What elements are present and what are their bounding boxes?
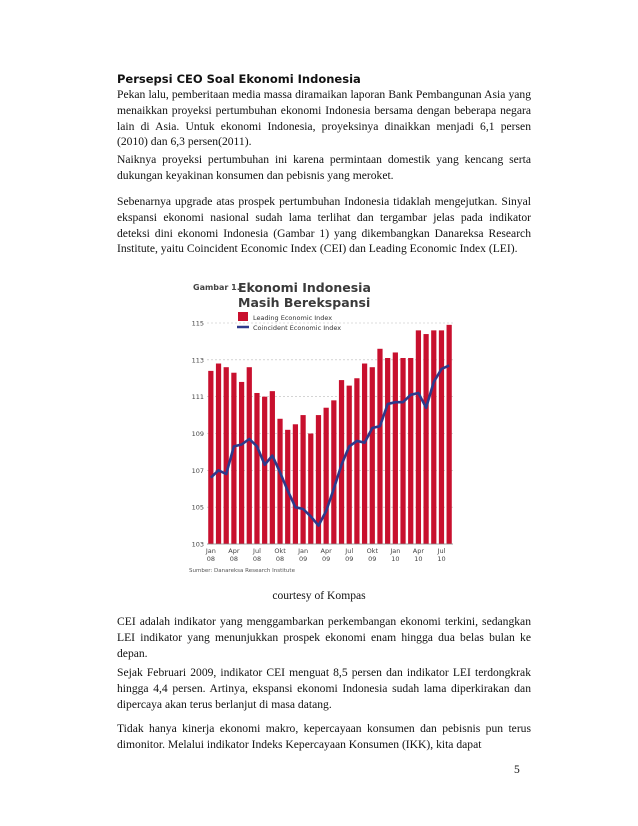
lei-bar (208, 371, 213, 544)
x-tick-label-year: 09 (298, 555, 308, 563)
economic-index-chart (181, 276, 461, 576)
y-tick-label: 115 (191, 319, 204, 328)
y-tick-label: 107 (191, 466, 204, 475)
lei-bar (377, 349, 382, 544)
legend-label-coincident: Coincident Economic Index (253, 324, 342, 332)
lei-bar (439, 330, 444, 544)
x-tick-label-year: 08 (206, 555, 215, 563)
x-tick-label-year: 10 (391, 555, 400, 563)
lei-bar (224, 367, 229, 544)
chart-title-prefix: Gambar 1. (193, 283, 240, 292)
paragraph-2: Naiknya proyeksi pertumbuhan ini karena permintaan domestik yang kencang serta dukungan keyakinan konsumen dan pebisnis yang meroket. (117, 153, 531, 182)
y-tick-label: 105 (191, 503, 204, 512)
lei-bar (216, 364, 221, 544)
paragraph-6: Tidak hanya kinerja ekonomi makro, kepercayaan konsumen dan pebisnis pun terus dimonitor. Melalui indikator Indeks Kepercayaan Konsumen (IKK), kita dapat (117, 722, 531, 751)
lei-bar (400, 358, 405, 544)
lei-bar (423, 334, 428, 544)
lei-bar (385, 358, 390, 544)
x-tick-label-month: Okt (366, 547, 378, 555)
x-tick-label-month: Apr (320, 547, 332, 555)
lei-bar (416, 330, 421, 544)
x-tick-label-year: 09 (345, 555, 354, 563)
x-tick-label-year: 08 (229, 555, 239, 563)
lei-bar (362, 364, 367, 544)
paragraph-5: Sejak Februari 2009, indikator CEI menguat 8,5 persen dan indikator LEI terdongkrak hingga 4,4 persen. Artinya, ekspansi ekonomi Indonesia sudah lama diperkirakan dan dipercaya akan terus berlanjut di masa datang. (117, 666, 531, 711)
y-tick-label: 113 (191, 356, 204, 365)
x-tick-label-year: 09 (322, 555, 331, 563)
paragraph-3: Sebenarnya upgrade atas prospek pertumbuhan Indonesia tidaklah mengejutkan. Sinyal ekspansi ekonomi nasional sudah lama terlihat dan tergambar jelas pada indikator deteksi dini ekonomi Indonesia (Gambar 1) yang dikembangkan Danareksa Research Institute, yaitu Coincident Economic Index (CEI) dan Leading Economic Index (LEI). (117, 195, 531, 256)
chart-title-line2: Masih Berekspansi (238, 295, 371, 310)
lei-bar (254, 393, 259, 544)
cei-line (211, 365, 449, 525)
legend-swatch-leading (238, 312, 248, 321)
lei-bar (370, 367, 375, 544)
x-tick-label-month: Jan (390, 547, 401, 555)
lei-bar (393, 352, 398, 544)
figure-caption: courtesy of Kompas (272, 589, 366, 602)
x-tick-label-year: 08 (252, 555, 262, 563)
x-tick-label-month: Apr (228, 547, 240, 555)
x-tick-label-month: Jan (205, 547, 216, 555)
chart-title-line1: Ekonomi Indonesia (238, 280, 371, 295)
lei-bar (324, 408, 329, 544)
lei-bar (447, 325, 452, 544)
x-tick-label-month: Jul (437, 547, 446, 555)
section-heading: Persepsi CEO Soal Ekonomi Indonesia (117, 72, 361, 86)
lei-bar (247, 367, 252, 544)
lei-bar (293, 424, 298, 544)
lei-bar (331, 400, 336, 544)
x-tick-label-year: 08 (275, 555, 285, 563)
x-tick-label-month: Jul (345, 547, 354, 555)
page-number: 5 (514, 763, 520, 776)
y-tick-label: 103 (191, 540, 204, 549)
x-tick-label-month: Jan (298, 547, 309, 555)
paragraph-4: CEI adalah indikator yang menggambarkan perkembangan ekonomi terkini, sedangkan LEI indikator yang menunjukkan prospek ekonomi enam hingga dua belas bulan ke depan. (117, 615, 531, 660)
lei-bar (239, 382, 244, 544)
legend-label-leading: Leading Economic Index (253, 314, 333, 322)
x-tick-label-month: Apr (412, 547, 425, 555)
lei-bar (354, 378, 359, 544)
lei-bar (231, 373, 236, 544)
lei-bar (277, 419, 282, 544)
x-tick-label-month: Okt (274, 547, 286, 555)
x-tick-label-year: 10 (414, 555, 423, 563)
lei-bar (408, 358, 413, 544)
paragraph-1: Pekan lalu, pemberitaan media massa diramaikan laporan Bank Pembangunan Asia yang menaikkan proyeksi pertumbuhan ekonomi Indonesia bersama dengan beberapa negara lain di Asia. Untuk ekonomi Indonesia, proyeksinya dinaikkan menjadi 6,1 persen (2010) dan 6,3 persen(2011). (117, 88, 531, 149)
lei-bar (300, 415, 305, 544)
lei-bar (431, 330, 436, 544)
x-tick-label-year: 10 (437, 555, 446, 563)
x-tick-label-year: 09 (368, 555, 377, 563)
lei-bar (308, 434, 313, 545)
lei-bar (270, 391, 275, 544)
lei-bar (262, 397, 267, 544)
chart-source: Sumber: Danareksa Research Institute (189, 568, 295, 574)
x-tick-label-month: Jul (253, 547, 261, 555)
y-tick-label: 109 (191, 430, 204, 438)
y-tick-label: 111 (191, 393, 204, 402)
lei-bar (347, 386, 352, 544)
